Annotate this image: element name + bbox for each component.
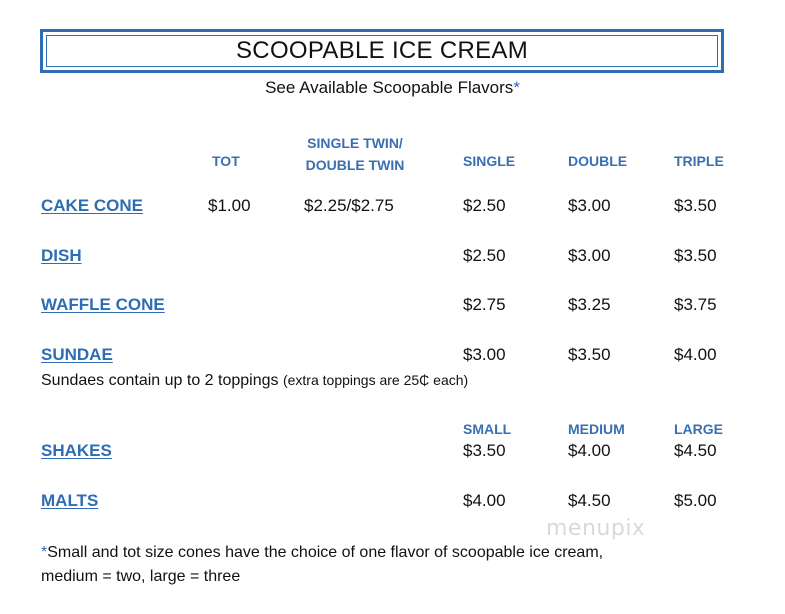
subtitle[interactable] [0,78,785,98]
menu-item-dish[interactable]: DISH [41,246,82,265]
price-malts-medium: $4.50 [568,491,611,510]
subtitle-asterisk: * [513,78,520,97]
header-medium: MEDIUM [568,421,625,437]
price-waffle-cone-triple: $3.75 [674,295,717,314]
price-dish-double: $3.00 [568,246,611,265]
subtitle-text: See Available Scoopable Flavors [265,78,514,97]
price-waffle-cone-single: $2.75 [463,295,506,314]
header-tot: TOT [212,153,240,169]
header-single: SINGLE [463,153,516,169]
header-small: SMALL [463,421,512,437]
menu-item-waffle-cone[interactable]: WAFFLE CONE [41,295,165,314]
header-double: DOUBLE [568,153,628,169]
header-large: LARGE [674,421,723,437]
price-dish-triple: $3.50 [674,246,717,265]
sundae-note [41,372,468,390]
menu-item-malts[interactable]: MALTS [41,491,99,510]
price-cake-cone-twin: $2.25/$2.75 [304,196,394,215]
sundae-note-main: Sundaes contain up to 2 toppings [41,372,279,389]
price-sundae-single: $3.00 [463,345,506,364]
price-shakes-medium: $4.00 [568,441,611,460]
footnote-line1: Small and tot size cones have the choice of one flavor of scoopable ice cream, [47,544,604,561]
header-triple: TRIPLE [674,153,724,169]
footnote-asterisk: * [41,544,48,561]
price-waffle-cone-double: $3.25 [568,295,611,314]
price-cake-cone-double: $3.00 [568,196,611,215]
menu-item-sundae[interactable]: SUNDAE [41,345,113,364]
header-single-twin-line2: DOUBLE TWIN [305,157,405,173]
price-cake-cone-triple: $3.50 [674,196,717,215]
header-single-twin-line1: SINGLE TWIN/ [307,135,403,151]
price-malts-small: $4.00 [463,491,506,510]
footnote-line2: medium = two, large = three [41,568,241,585]
menu-item-shakes[interactable]: SHAKES [41,441,112,460]
page-title: SCOOPABLE ICE CREAM [46,35,718,67]
price-sundae-double: $3.50 [568,345,611,364]
menu-item-cake-cone[interactable]: CAKE CONE [41,196,144,215]
watermark: menupix [546,516,646,541]
price-cake-cone-tot: $1.00 [208,196,251,215]
price-sundae-triple: $4.00 [674,345,717,364]
header-single-twin [292,132,418,176]
title-box [40,29,724,73]
price-shakes-large: $4.50 [674,441,717,460]
price-cake-cone-single: $2.50 [463,196,506,215]
sundae-note-extra: (extra toppings are 25₵ each) [282,372,469,388]
price-malts-large: $5.00 [674,491,717,510]
price-shakes-small: $3.50 [463,441,506,460]
footnote [41,541,741,589]
price-dish-single: $2.50 [463,246,506,265]
